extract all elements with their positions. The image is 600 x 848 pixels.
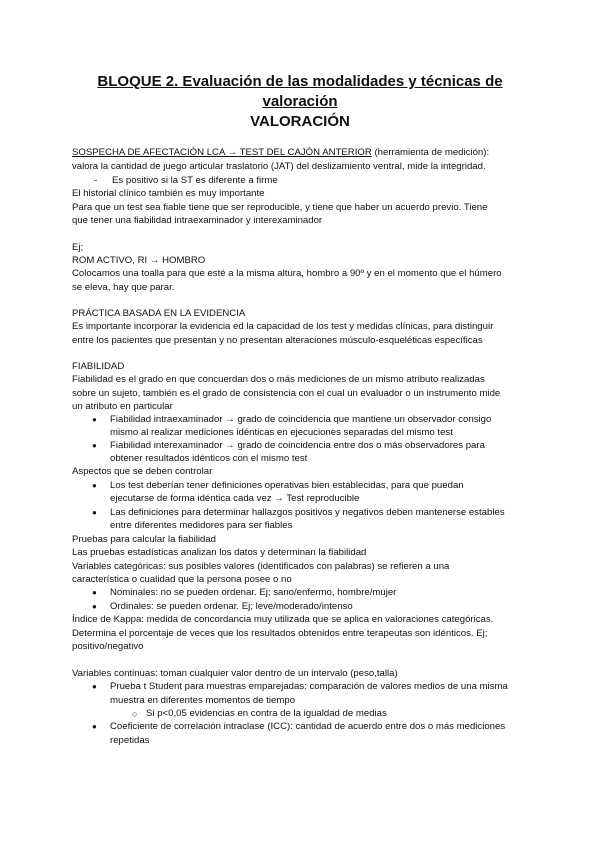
- text-line: valora la cantidad de juego articular traslatorio (JAT) del deslizamiento ventral, mide la integridad.: [72, 161, 486, 172]
- section-heading: PRÁCTICA BASADA EN LA EVIDENCIA: [72, 308, 246, 319]
- text-line: Las pruebas estadísticas analizan los datos y determinan la fiabilidad: [72, 547, 367, 558]
- text-line: Ej;: [72, 242, 84, 253]
- text-line: un atributo en particular: [72, 401, 173, 412]
- text-line: Índice de Kappa: medida de concordancia muy utilizada que se aplica en valoraciones categóricas.: [72, 614, 494, 625]
- text-line: entre los pacientes que presentan y no presentan alteraciones músculo-esqueléticas específicas: [72, 335, 483, 346]
- section-heading: FIABILIDAD: [72, 361, 125, 372]
- text-line: Variables continuas: toman cualquier valor dentro de un intervalo (peso,talla): [72, 668, 398, 679]
- text-line-suffix: (herramienta de medición):: [371, 147, 490, 158]
- text-line: obtener resultados idénticos con el mismo test: [110, 453, 308, 464]
- text-line: repetidas: [110, 735, 150, 746]
- text-line: mismo al realizar mediciones idénticas en ejecuciones separadas del mismo test: [110, 427, 453, 438]
- document-title-continued: valoración: [262, 93, 338, 110]
- bullet-list-item: ● Las definiciones para determinar hallazgos positivos y negativos deben mantenerse estables: [110, 506, 570, 520]
- section-title: VALORACIÓN: [250, 113, 350, 130]
- subheading: Pruebas para calcular la fiabilidad: [72, 534, 216, 545]
- text-line: característica o cualidad que la persona posee o no: [72, 574, 292, 585]
- dash-list-item: - Es positivo si la ST es diferente a firme: [112, 174, 572, 188]
- text-line: Fiabilidad es el grado en que concuerdan dos o más mediciones de un mismo atributo realizadas: [72, 374, 485, 385]
- bullet-list-item: ● Coeficiente de correlación intraclase (ICC): cantidad de acuerdo entre dos o más mediciones: [110, 720, 570, 734]
- bullet-list-item: ● Los test deberían tener definiciones operativas bien establecidas, para que puedan: [110, 479, 570, 493]
- text-line: Colocamos una toalla para que esté a la misma altura, hombro a 90º y en el momento que el húmero: [72, 268, 502, 279]
- bullet-list-item: ● Fiabilidad intraexaminador → grado de coincidencia que mantiene un observador consigo: [110, 413, 570, 427]
- text-line: Variables categóricas: sus posibles valores (identificados con palabras) se refieren a una: [72, 561, 450, 572]
- text-line: Es importante incorporar la evidencia ed la capacidad de los test y medidas clínicas, para distinguir: [72, 321, 494, 332]
- bullet-list-item: ● Prueba t Student para muestras emparejadas: comparación de valores medios de una misma: [110, 680, 570, 694]
- text-line: El historial clínico también es muy importante: [72, 188, 265, 199]
- text-line: ejecutarse de forma idéntica cada vez → Test reproducible: [110, 493, 360, 504]
- text-line: muestra en diferentes momentos de tiempo: [110, 695, 296, 706]
- section-heading: SOSPECHA DE AFECTACIÓN LCA → TEST DEL CAJÓN ANTERIOR: [72, 147, 372, 158]
- sub-bullet-list-item: ○ Si p<0,05 evidencias en contra de la igualdad de medias: [146, 707, 600, 721]
- bullet-list-item: ● Fiabilidad interexaminador → grado de coincidencia entre dos o más observadores para: [110, 439, 570, 453]
- text-line: [72, 146, 532, 160]
- bullet-list-item: ● Ordinales: se pueden ordenar. Ej; leve/moderado/intenso: [110, 600, 570, 614]
- text-line: se eleva, hay que parar.: [72, 282, 175, 293]
- text-line: entre diferentes medidores para ser fiables: [110, 520, 293, 531]
- bullet-list-item: ● Nominales: no se pueden ordenar. Ej; sano/enfermo, hombre/mujer: [110, 586, 570, 600]
- text-line: Determina el porcentaje de veces que los resultados obtenidos entre terapeutas son idénticos. Ej;: [72, 628, 488, 639]
- document-title: BLOQUE 2. Evaluación de las modalidades y técnicas de: [97, 73, 503, 90]
- subheading: Aspectos que se deben controlar: [72, 466, 213, 477]
- text-line: que tener una fiabilidad intraexaminador y interexaminador: [72, 215, 323, 226]
- text-line: ROM ACTIVO, RI → HOMBRO: [72, 255, 206, 266]
- text-line: positivo/negativo: [72, 641, 144, 652]
- text-line: sobre un sujeto, también es el grado de consistencia con el cual un evaluador o un instrumento mide: [72, 388, 501, 399]
- text-line: Para que un test sea fiable tiene que ser reproducible, y tiene que haber un acuerdo previo. Tiene: [72, 202, 488, 213]
